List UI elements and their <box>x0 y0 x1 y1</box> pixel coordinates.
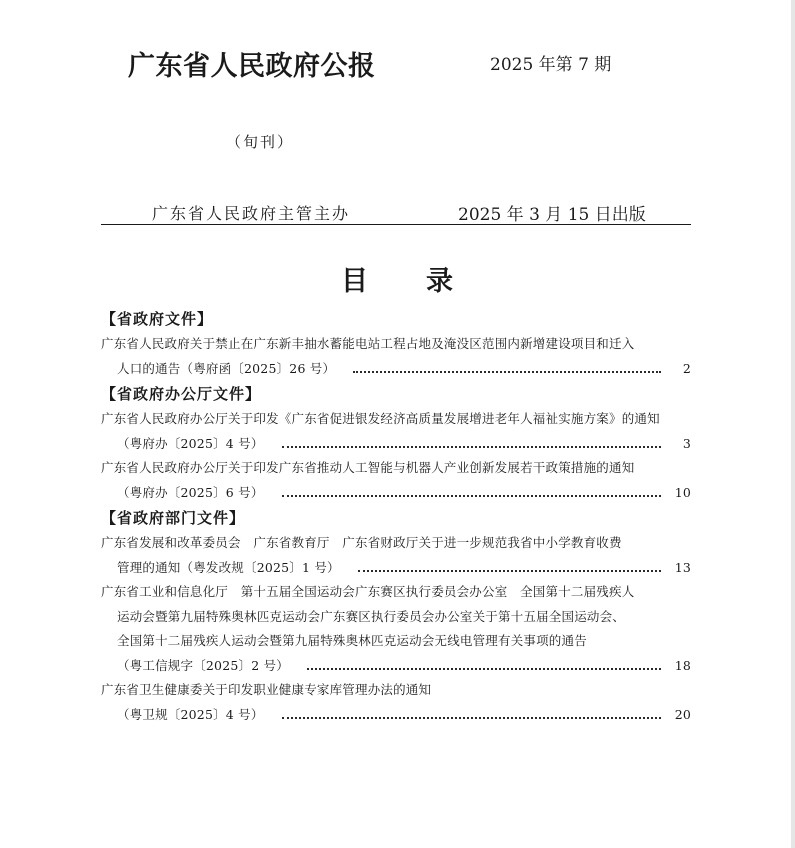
toc-entry-doc-number: （粤府办〔2025〕6 号） <box>117 484 264 500</box>
toc-entry-page-number: 18 <box>674 657 691 673</box>
toc-entry-last-line <box>101 432 691 457</box>
toc-entry-doc-number: （粤府办〔2025〕4 号） <box>117 435 264 451</box>
sponsor-line: 广东省人民政府主管主办 <box>152 204 351 223</box>
toc-entry-title-line: 广东省发展和改革委员会 广东省教育厅 广东省财政厅关于进一步规范我省中小学教育收费 <box>101 535 622 550</box>
issue-number: 2025 年第 7 期 <box>490 55 612 75</box>
toc-title-char: 目 <box>341 266 368 297</box>
publication-date: 2025 年 3 月 15 日出版 <box>458 205 646 225</box>
toc-entry-page-number: 10 <box>674 484 691 500</box>
header-divider <box>101 224 691 225</box>
dot-leader <box>307 668 661 670</box>
toc-entry-title-line: 广东省人民政府办公厅关于印发《广东省促进银发经济高质量发展增进老年人福祉实施方案》的通知 <box>101 411 660 426</box>
toc-title <box>341 259 453 298</box>
dot-leader <box>358 570 661 572</box>
toc-entry[interactable] <box>101 332 691 381</box>
toc-entry-title-line: 全国第十二届残疾人运动会暨第九届特殊奥林匹克运动会无线电管理有关事项的通告 <box>117 633 587 648</box>
toc-entry[interactable] <box>101 531 691 580</box>
toc-section-heading: 【省政府部门文件】 <box>101 509 246 527</box>
dot-leader <box>282 495 661 497</box>
toc-entry-doc-number: 人口的通告（粤府函〔2025〕26 号） <box>117 360 336 376</box>
toc-entry-title-line: 广东省工业和信息化厅 第十五届全国运动会广东赛区执行委员会办公室 全国第十二届残疾人 <box>101 584 635 599</box>
toc-entry-page-number: 13 <box>674 559 691 575</box>
toc-entry[interactable] <box>101 678 691 727</box>
toc-entry-page-number: 2 <box>682 360 691 376</box>
toc-entry-last-line <box>101 654 691 679</box>
toc-title-char: 录 <box>426 266 453 297</box>
dot-leader <box>282 717 661 719</box>
toc-entry-page-number: 20 <box>674 706 691 722</box>
toc-section-heading: 【省政府文件】 <box>101 310 214 328</box>
table-of-contents <box>101 306 691 727</box>
toc-entry[interactable] <box>101 580 691 678</box>
toc-entry-title-line: 广东省卫生健康委关于印发职业健康专家库管理办法的通知 <box>101 682 432 697</box>
toc-entry[interactable] <box>101 407 691 456</box>
toc-entry-doc-number: （粤卫规〔2025〕4 号） <box>117 706 264 722</box>
toc-entry-title-line: 广东省人民政府办公厅关于印发广东省推动人工智能与机器人产业创新发展若干政策措施的通知 <box>101 460 635 475</box>
toc-entry-last-line <box>101 703 691 728</box>
toc-entry-doc-number: （粤工信规字〔2025〕2 号） <box>117 657 289 673</box>
toc-entry-last-line <box>101 481 691 506</box>
toc-entry-title-line: 运动会暨第九届特殊奥林匹克运动会广东赛区执行委员会办公室关于第十五届全国运动会、 <box>117 608 626 624</box>
toc-entry-last-line <box>101 556 691 581</box>
toc-entry-doc-number: 管理的通知（粤发改规〔2025〕1 号） <box>117 559 340 575</box>
dot-leader <box>353 371 661 373</box>
toc-entry-last-line <box>101 357 691 382</box>
dot-leader <box>282 446 661 448</box>
toc-entry[interactable] <box>101 456 691 505</box>
gazette-masthead: 广东省人民政府公报 <box>128 51 376 82</box>
publication-frequency: （旬刊） <box>226 133 295 151</box>
toc-section-heading: 【省政府办公厅文件】 <box>101 385 262 403</box>
toc-entry-title-line: 广东省人民政府关于禁止在广东新丰抽水蓄能电站工程占地及淹没区范围内新增建设项目和迁入 <box>101 336 635 351</box>
toc-entry-page-number: 3 <box>682 435 691 451</box>
page-edge-shadow <box>791 0 795 848</box>
